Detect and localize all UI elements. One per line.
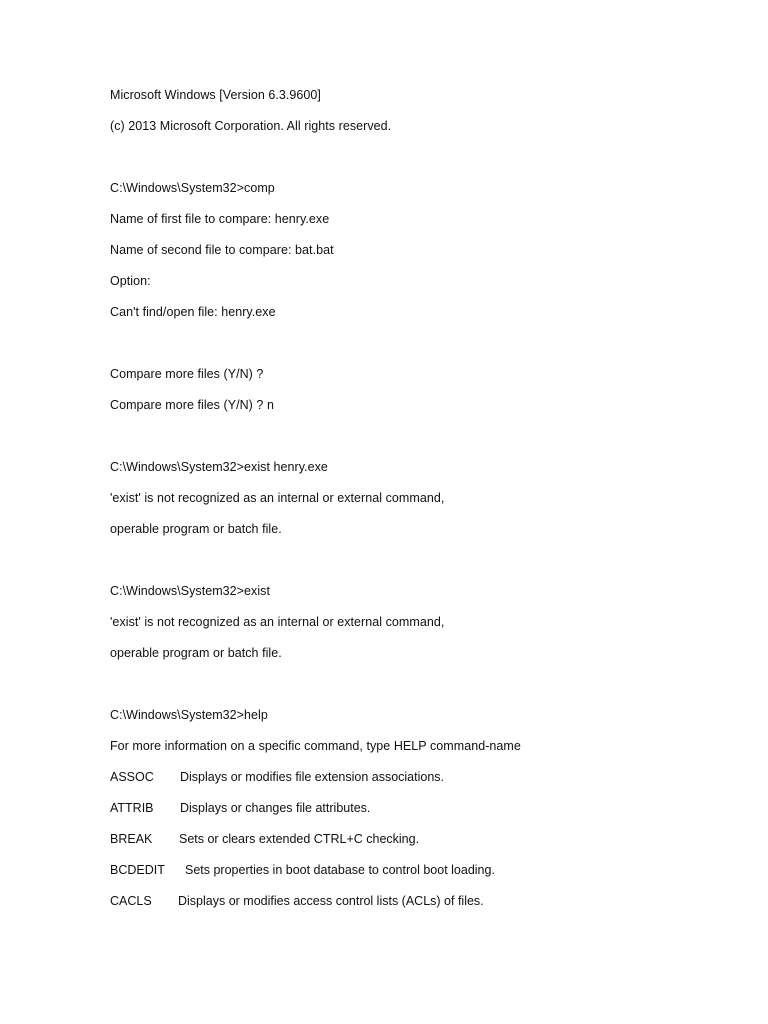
console-transcript bbox=[110, 86, 730, 923]
help-intro: For more information on a specific command, type HELP command-name bbox=[110, 739, 521, 753]
command-description: Sets or clears extended CTRL+C checking. bbox=[179, 832, 420, 846]
exist1-error-2: operable program or batch file. bbox=[110, 522, 282, 536]
command-name: CACLS bbox=[110, 894, 152, 908]
command-description: Sets properties in boot database to control boot loading. bbox=[185, 863, 495, 877]
command-name: BCDEDIT bbox=[110, 863, 165, 877]
help-command-row bbox=[110, 768, 730, 799]
help-command-row bbox=[110, 892, 730, 923]
command-name: ASSOC bbox=[110, 770, 154, 784]
exist2-error-2: operable program or batch file. bbox=[110, 646, 282, 660]
help-prompt: C:\Windows\System32>help bbox=[110, 708, 268, 722]
version-line: Microsoft Windows [Version 6.3.9600] bbox=[110, 88, 321, 102]
command-name: BREAK bbox=[110, 832, 153, 846]
blank-line bbox=[110, 427, 730, 458]
comp-more-1: Compare more files (Y/N) ? bbox=[110, 367, 264, 381]
comp-option: Option: bbox=[110, 274, 151, 288]
blank-line bbox=[110, 551, 730, 582]
comp-first-file: Name of first file to compare: henry.exe bbox=[110, 212, 330, 226]
command-description: Displays or modifies file extension associations. bbox=[180, 770, 445, 784]
exist2-prompt: C:\Windows\System32>exist bbox=[110, 584, 270, 598]
exist1-prompt: C:\Windows\System32>exist henry.exe bbox=[110, 460, 328, 474]
exist1-error-1: 'exist' is not recognized as an internal or external command, bbox=[110, 491, 445, 505]
comp-prompt: C:\Windows\System32>comp bbox=[110, 181, 275, 195]
comp-error: Can't find/open file: henry.exe bbox=[110, 305, 276, 319]
copyright-line: (c) 2013 Microsoft Corporation. All rights reserved. bbox=[110, 119, 392, 133]
comp-second-file: Name of second file to compare: bat.bat bbox=[110, 243, 334, 257]
comp-more-2: Compare more files (Y/N) ? n bbox=[110, 398, 274, 412]
blank-line bbox=[110, 334, 730, 365]
help-command-row bbox=[110, 799, 730, 830]
exist2-error-1: 'exist' is not recognized as an internal or external command, bbox=[110, 615, 445, 629]
command-description: Displays or changes file attributes. bbox=[180, 801, 371, 815]
help-command-row bbox=[110, 830, 730, 861]
blank-line bbox=[110, 148, 730, 179]
help-command-row bbox=[110, 861, 730, 892]
blank-line bbox=[110, 675, 730, 706]
command-description: Displays or modifies access control lists (ACLs) of files. bbox=[178, 894, 484, 908]
command-name: ATTRIB bbox=[110, 801, 154, 815]
